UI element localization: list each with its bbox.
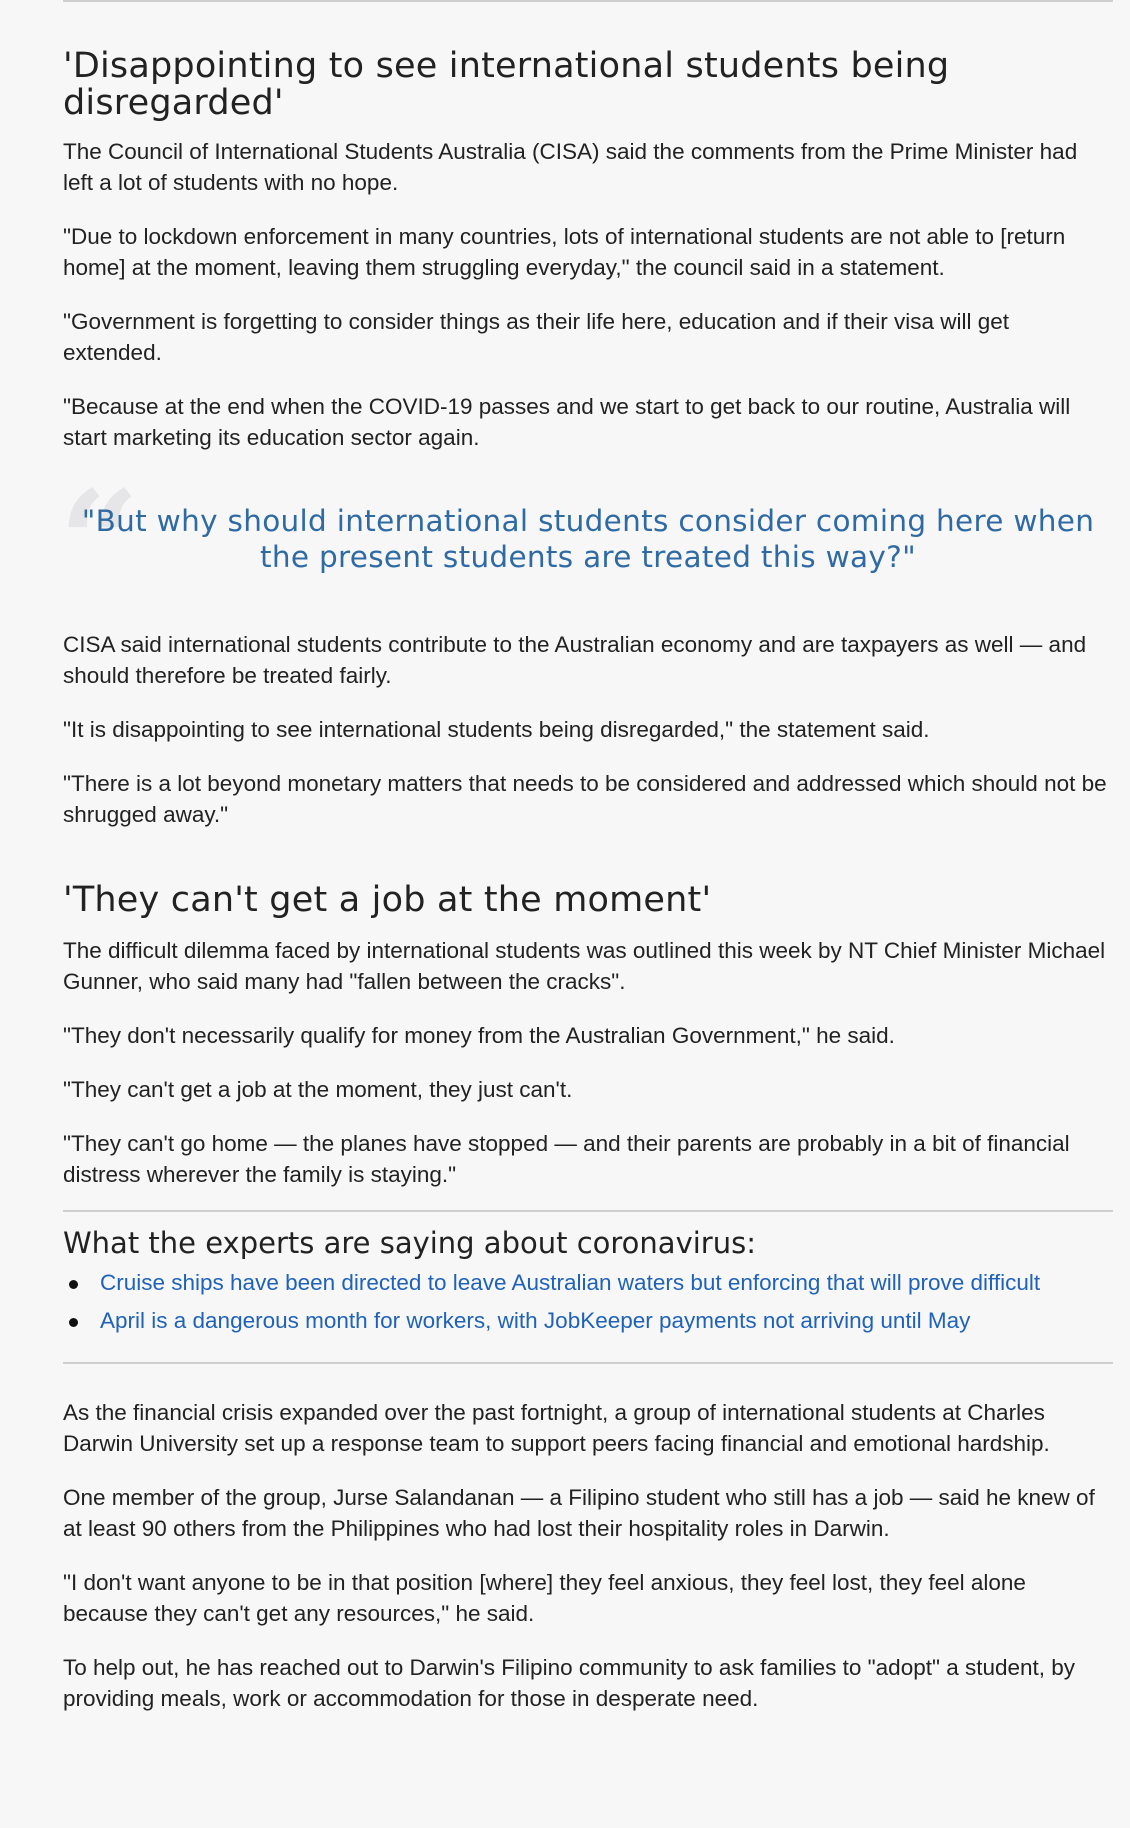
paragraph: "There is a lot beyond monetary matters that needs to be considered and addressed which should not be shrugged away." [63, 771, 1107, 827]
experts-bottom-divider [63, 1362, 1113, 1364]
article-body [59, 0, 1113, 1714]
section-heading-disappointing: 'Disappointing to see international students being disregarded' [63, 46, 950, 123]
paragraph: "Government is forgetting to consider things as their life here, education and if their visa will get extended. [63, 309, 1009, 365]
paragraph: "It is disappointing to see international students being disregarded," the statement said. [63, 717, 930, 742]
top-divider [63, 0, 1113, 2]
experts-link-list [63, 1268, 1113, 1336]
paragraph: "Because at the end when the COVID-19 passes and we start to get back to our routine, Australia will start marketing its education sector again. [63, 394, 1071, 450]
experts-link-cruise-ships[interactable]: Cruise ships have been directed to leave Australian waters but enforcing that will prove difficult [100, 1270, 1041, 1295]
quote-mark-icon: “ [59, 461, 140, 625]
paragraph: "Due to lockdown enforcement in many countries, lots of international students are not able to [return home] at the moment, leaving them struggling everyday," the council said in a statement. [63, 224, 1066, 280]
paragraph: The difficult dilemma faced by international students was outlined this week by NT Chief Minister Michael Gunner, who said many had "fallen between the cracks". [63, 938, 1106, 994]
experts-heading: What the experts are saying about coronavirus: [63, 1226, 756, 1260]
pull-quote-text: "But why should international students consider coming here when the present students are treated this way?" [81, 504, 1095, 574]
experts-link-jobkeeper[interactable]: April is a dangerous month for workers, with JobKeeper payments not arriving until May [100, 1308, 971, 1333]
paragraph: The Council of International Students Australia (CISA) said the comments from the Prime Minister had left a lot of students with no hope. [63, 139, 1078, 195]
experts-top-divider [63, 1210, 1113, 1212]
list-item [63, 1268, 1113, 1298]
paragraph: "They don't necessarily qualify for money from the Australian Government," he said. [63, 1023, 895, 1048]
paragraph: "They can't get a job at the moment, they just can't. [63, 1077, 573, 1102]
pull-quote [59, 461, 1113, 625]
paragraph: CISA said international students contribute to the Australian economy and are taxpayers as well — and should therefore be treated fairly. [63, 632, 1087, 688]
paragraph: As the financial crisis expanded over the past fortnight, a group of international students at Charles Darwin University set up a response team to support peers facing financial and emotional hardship. [63, 1400, 1050, 1456]
paragraph: "I don't want anyone to be in that position [where] they feel anxious, they feel lost, they feel alone because they can't get any resources," he said. [63, 1570, 1026, 1626]
paragraph: To help out, he has reached out to Darwin's Filipino community to ask families to "adopt" a student, by providing meals, work or accommodation for those in desperate need. [63, 1655, 1076, 1711]
paragraph: "They can't go home — the planes have stopped — and their parents are probably in a bit of financial distress wherever the family is staying." [63, 1131, 1070, 1187]
experts-box [63, 1226, 1113, 1336]
section-heading-job: 'They can't get a job at the moment' [63, 880, 712, 920]
list-item [63, 1306, 1113, 1336]
paragraph: One member of the group, Jurse Salandanan — a Filipino student who still has a job — said he knew of at least 90 others from the Philippines who had lost their hospitality roles in Darwin. [63, 1485, 1095, 1541]
